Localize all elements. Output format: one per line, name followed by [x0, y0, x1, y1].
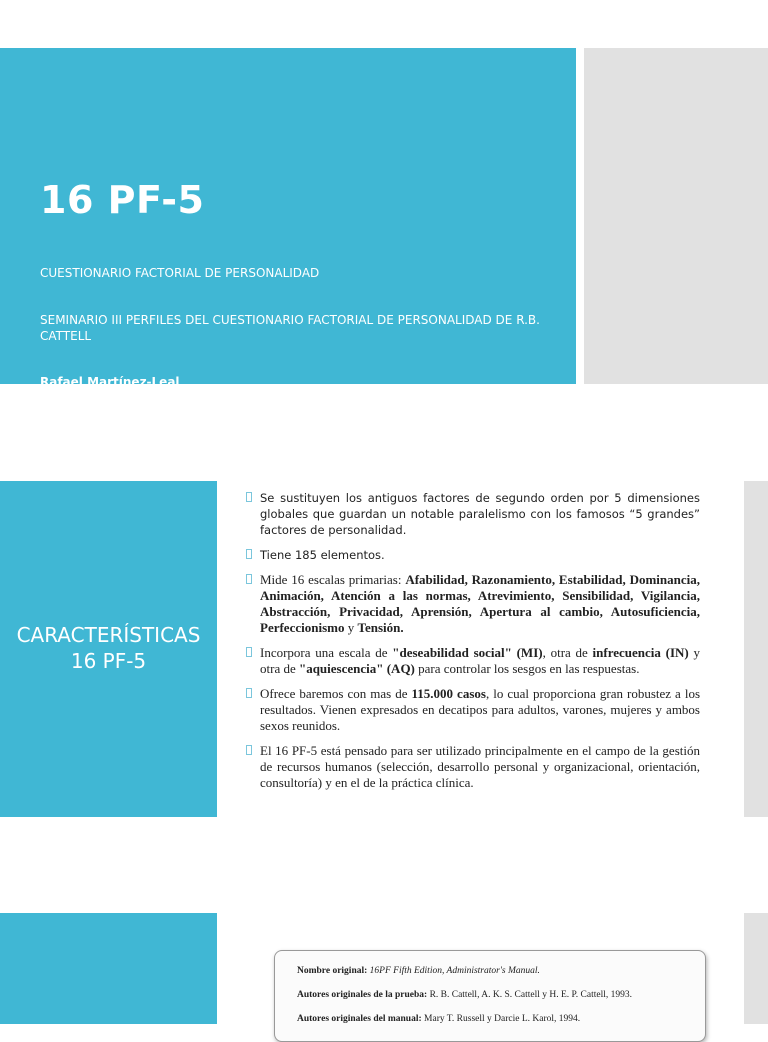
title-slide-side-panel — [584, 48, 768, 384]
author-name: Rafael Martínez-Leal — [40, 375, 180, 389]
next-slide-side-panel — [744, 913, 768, 1024]
bullet-icon — [246, 574, 252, 584]
list-item: Ofrece baremos con mas de 115.000 casos, lo cual proporciona gran robustez a los resultados. Vienen expresados en decatipos para adultos, varones, mujeres y ambos sexos reunidos. — [246, 686, 700, 734]
slide-subtitle: CUESTIONARIO FACTORIAL DE PERSONALIDAD — [40, 266, 320, 280]
list-item: El 16 PF-5 está pensado para ser utilizado principalmente en el campo de la gestión de recursos humanos (selección, desarrollo personal y organizacional, orientación, consultoría) y en el de la práctica clínica. — [246, 743, 700, 791]
bullet-icon — [246, 549, 252, 559]
test-authors-row: Autores originales de la prueba: R. B. Cattell, A. K. S. Cattell y H. E. P. Cattell, 1993. — [297, 990, 632, 1000]
test-info-card — [274, 950, 706, 1042]
slide-title: 16 PF-5 — [40, 178, 205, 222]
list-item: Se sustituyen los antiguos factores de segundo orden por 5 dimensiones globales que guardan un notable paralelismo con los famosos “5 grandes” factores de personalidad. — [246, 490, 700, 538]
bullet-icon — [246, 492, 252, 502]
heading-line-1: CARACTERÍSTICAS — [16, 623, 201, 647]
manual-authors-row: Autores originales del manual: Mary T. Russell y Darcie L. Karol, 1994. — [297, 1014, 581, 1024]
characteristics-list — [246, 490, 700, 800]
original-name-row: Nombre original: 16PF Fifth Edition, Administrator's Manual. — [297, 966, 540, 976]
seminar-title: SEMINARIO III PERFILES DEL CUESTIONARIO FACTORIAL DE PERSONALIDAD DE R.B. CATTELL — [40, 313, 540, 343]
list-item: Tiene 185 elementos. — [246, 547, 700, 563]
bullet-icon — [246, 647, 252, 657]
list-item: Mide 16 escalas primarias: Afabilidad, Razonamiento, Estabilidad, Dominancia, Animación, Atención a las normas, Atrevimiento, Sensibilidad, Vigilancia, Abstracción, Privacidad, Aprensión, Apertura al cambio, Autosuficiencia, Perfeccionismo y Tensión. — [246, 572, 700, 636]
characteristics-heading-panel — [0, 481, 217, 817]
bullet-icon — [246, 688, 252, 698]
characteristics-heading — [0, 622, 217, 674]
characteristics-side-panel — [744, 481, 768, 817]
list-item: Incorpora una escala de "deseabilidad social" (MI), otra de infrecuencia (IN) y otra de "aquiescencia" (AQ) para controlar los sesgos en las respuestas. — [246, 645, 700, 677]
heading-line-2: 16 PF-5 — [70, 649, 147, 673]
bullet-icon — [246, 745, 252, 755]
next-slide-heading-panel — [0, 913, 217, 1024]
title-slide — [0, 48, 576, 389]
